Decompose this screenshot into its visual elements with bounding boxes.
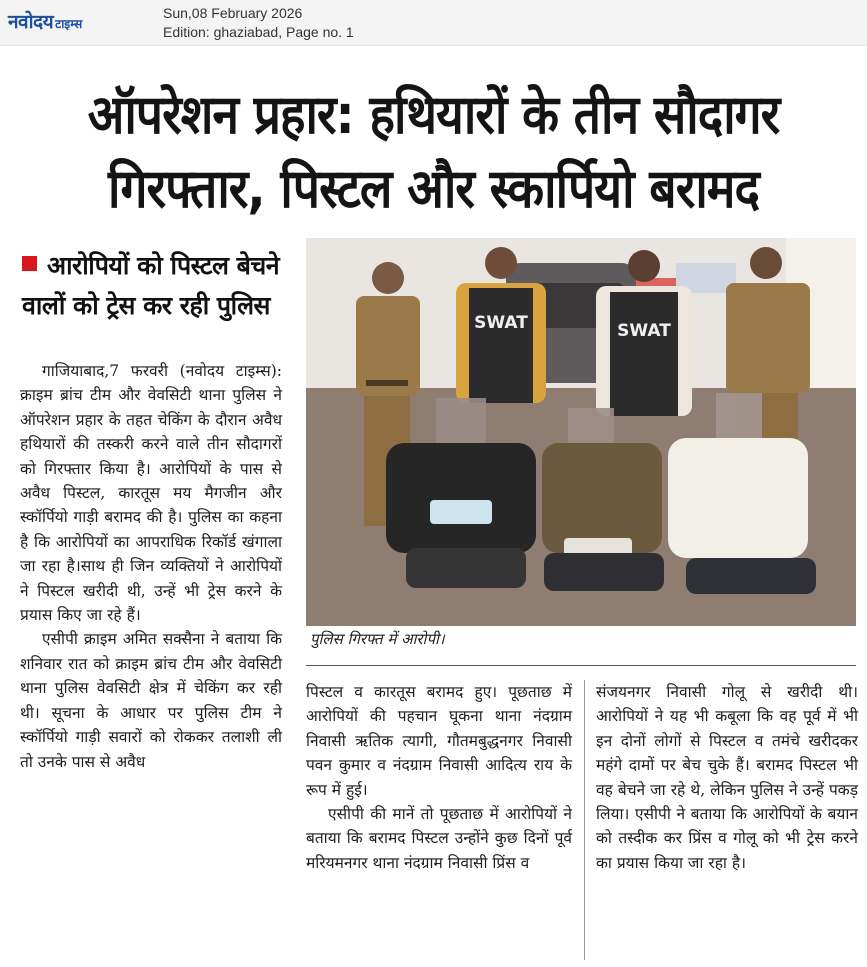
article-paragraph: पिस्टल व कारतूस बरामद हुए। पूछताछ में आरोपियों की पहचान घूकना थाना नंदग्राम निवासी ऋतिक त्यागी, गौतमबुद्धनगर निवासी पवन कुमार व नंदग्राम निवासी आदित्य राय के रूप में हुई। [306,683,572,799]
headline-line-2: गिरफ्तार, पिस्टल और स्कार्पियो बरामद [108,157,759,221]
news-photo[interactable] [306,238,856,626]
photo-caption: पुलिस गिरफ्त में आरोपी। [310,630,445,648]
red-square-bullet-icon [22,256,37,271]
sub-headline-text: आरोपियों को पिस्टल बेचने वालों को ट्रेस कर रही पुलिस [22,251,280,320]
edition-info [163,4,354,42]
article-column-1 [20,359,282,774]
headline [0,78,867,226]
masthead-bar [0,0,867,46]
article-paragraph: संजयनगर निवासी गोलू से खरीदी थी। आरोपियों ने यह भी कबूला कि वह पूर्व में भी इन दोनों लोगों से पिस्टल व तमंचे खरीदकर महंगे दामों पर बेच चुके हैं। बरामद पिस्टल भी वह बेचने जा रहे थे, लेकिन पुलिस ने उन्हें पकड़ लिया। एसीपी ने बताया कि आरोपियों के बयान को तस्दीक कर प्रिंस व गोलू को भी ट्रेस करने का प्रयास किया जा रहा है। [596,683,858,872]
headline-line-1: ऑपरेशन प्रहार: हथियारों के तीन सौदागर [87,83,780,147]
column-divider [584,680,585,960]
newspaper-logo[interactable] [8,8,82,34]
edition-page: Edition: ghaziabad, Page no. 1 [163,24,354,40]
swat-vest-text: SWAT [474,313,528,333]
photo-illustration [306,238,856,626]
sub-headline [22,246,292,326]
article-paragraph: एसीपी की मानें तो पूछताछ में आरोपियों ने बताया कि बरामद पिस्टल उन्होंने कुछ दिनों पूर्व मरियमनगर थाना नंदग्राम निवासी प्रिंस व [306,805,572,872]
article-paragraph: एसीपी क्राइम अमित सक्सैना ने बताया कि शनिवार रात को क्राइम ब्रांच टीम और वेवसिटी थाना पुलिस वेवसिटी क्षेत्र में चेकिंग कर रही थी। सूचना के आधार पर पुलिस टीम ने स्कॉर्पियो गाड़ी सवारों को रोककर तलाशी ली तो उनके पास से अवैध [20,630,282,771]
swat-vest-text: SWAT [617,321,671,341]
article-column-3 [596,680,858,875]
section-divider [306,665,856,666]
article-column-2 [306,680,572,875]
issue-date: Sun,08 February 2026 [163,5,303,21]
logo-main-text: नवोदय [8,11,54,33]
logo-sub-text: टाइम्स [55,17,83,31]
article-paragraph: गाजियाबाद,7 फरवरी (नवोदय टाइम्स): क्राइम ब्रांच टीम और वेवसिटी थाना पुलिस ने ऑपरेशन प्रहार के तहत चेकिंग के दौरान अवैध हथियारों की तस्करी करने वाले तीन सौदागरों को गिरफ्तार किया है। आरोपियों के पास से अवैध पिस्टल, कारतूस मय मैगजीन और स्कॉर्पियो गाड़ी बरामद की है। पुलिस का कहना है कि आरोपियों का आपराधिक रिकॉर्ड खंगाला जा रहा है।साथ ही जिन व्यक्तियों ने आरोपियों ने पिस्टल खरीदी थी, उन्हें भी ट्रेस करने के प्रयास किए जा रहे हैं। [20,362,282,625]
